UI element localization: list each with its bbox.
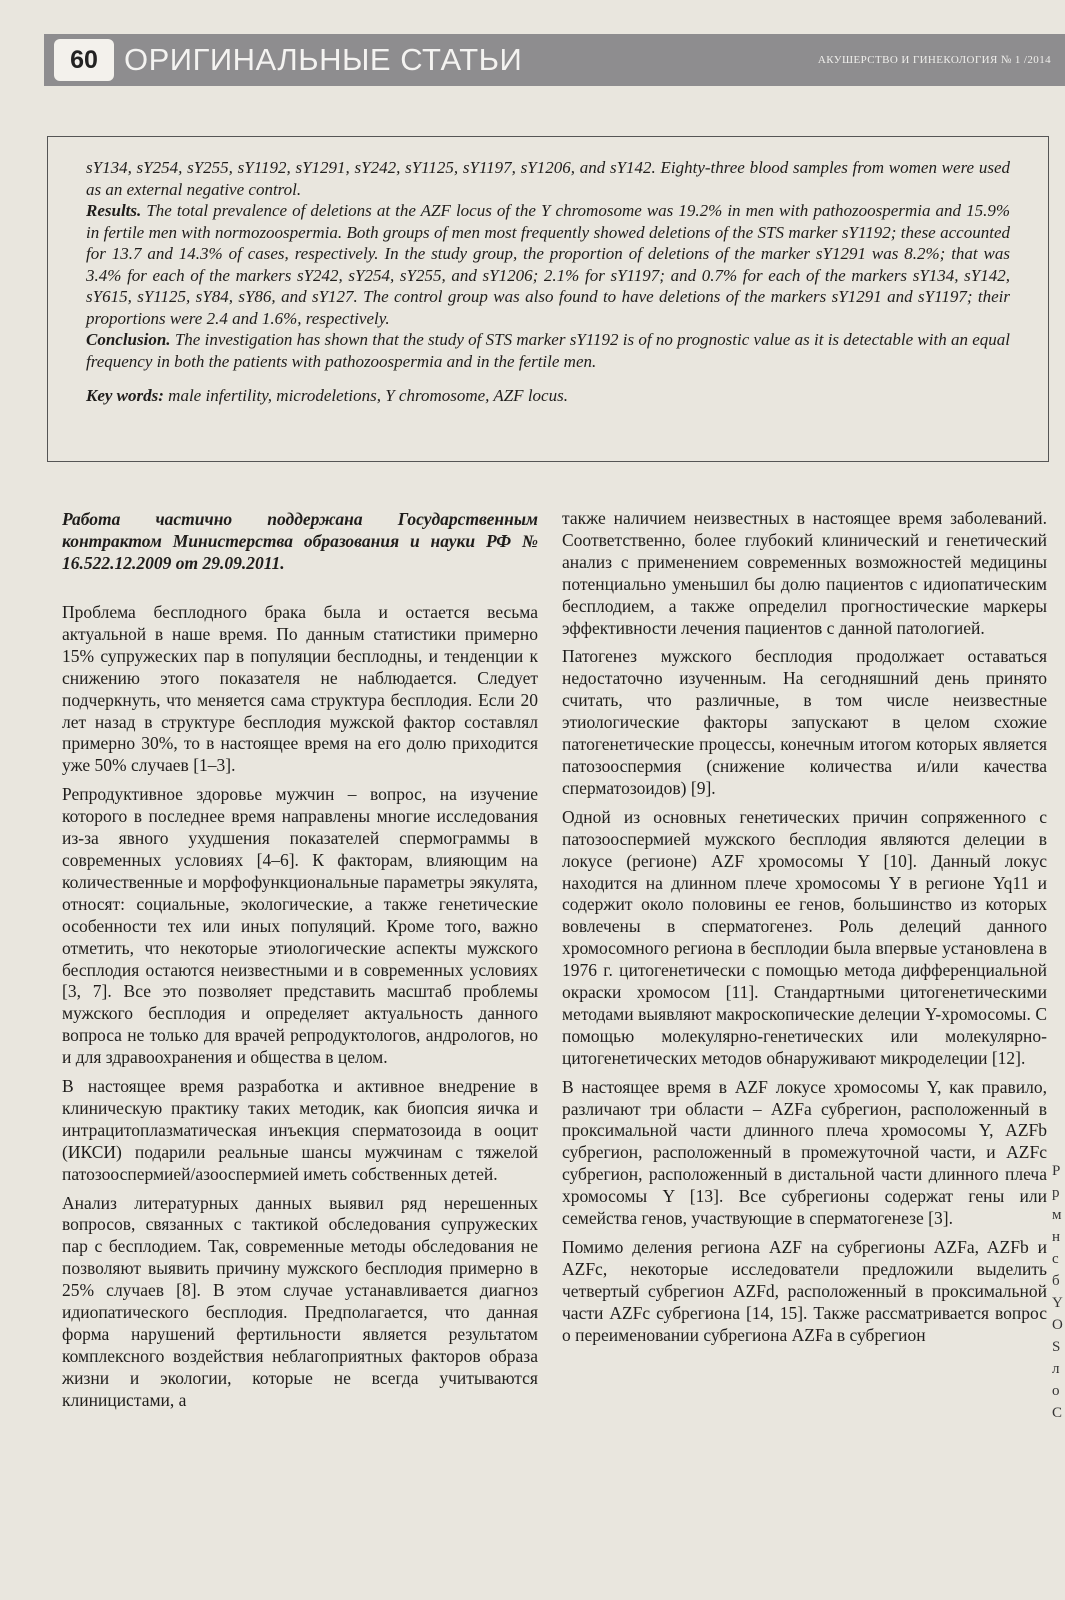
edge-letter: о [1052, 1383, 1060, 1399]
keywords-label: Key words: [86, 386, 164, 405]
body-paragraph: Проблема бесплодного брака была и остается весьма актуальной в наше время. По данным статистики примерно 15% супружеских пар в популяции бесплодны, и тенденции к снижению этого показателя не наблюдается. Следует подчеркнуть, что меняется сама структура бесплодия. Если 20 лет назад в структуре бесплодия мужской фактор составлял примерно 30%, то в настоящее время на его долю приходится уже 50% случаев [1–3]. [62, 602, 538, 776]
edge-letter: б [1052, 1273, 1060, 1289]
abstract-keywords [86, 385, 1010, 407]
left-column [62, 508, 538, 1412]
edge-letter: С [1052, 1405, 1063, 1421]
edge-letter: Р [1052, 1163, 1061, 1179]
body-paragraph: В настоящее время в AZF локусе хромосомы Y, как правило, различают три области – AZFa субрегион, расположенный в проксимальной части длинного плеча хромосомы Y, AZFb субрегион, расположенный в промежуточной части, и AZFc субрегион, расположенный в дистальной части длинного плеча хромосомы Y [13]. Все субрегионы содержат гены или семейства генов, участвующие в сперматогенезе [3]. [562, 1076, 1047, 1229]
grant-note: Работа частично поддержана Государственным контрактом Министерства образования и науки РФ № 16.522.12.2009 от 29.09.2011. [62, 509, 538, 573]
edge-letter: л [1052, 1361, 1060, 1377]
page-number: 60 [54, 39, 114, 81]
edge-letter: м [1052, 1207, 1062, 1223]
body-paragraph: также наличием неизвестных в настоящее время заболеваний. Соответственно, более глубокий клинический и генетический анализ с применением современных возможностей медицины потенциально уменьшил бы долю пациентов с идиопатическим бесплодием, а также определил прогностические маркеры эффективности лечения пациентов с данной патологией. [562, 508, 1047, 638]
body-paragraph: В настоящее время разработка и активное внедрение в клиническую практику таких методик, как биопсия яичка и интрацитоплазматическая инъекция сперматозоида в ооцит (ИКСИ) подарили реальные шансы мужчинам с тяжелой патозооспермией/азооспермией иметь собственных детей. [62, 1076, 538, 1184]
edge-letter: О [1052, 1317, 1063, 1333]
results-text: The total prevalence of deletions at the AZF locus of the Y chromosome was 19.2% in men with pathozoospermia and 15.9% in fertile men with normozoospermia. Both groups of men most frequently showed deletions of the STS marker sY1192; these accounted for 13.7 and 14.3% of cases, respectively. In the study group, the proportion of deletions of the marker sY1291 was 8.2%; that was 3.4% for each of the markers sY242, sY254, sY255, and sY1206; 2.1% for sY1197; and 0.7% for each of the markers sY134, sY142, sY615, sY1125, sY84, sY86, and sY127. The control group was also found to have deletions of the markers sY1291 and sY1197; their proportions were 2.4 and 1.6%, respectively. [86, 201, 1010, 328]
conclusion-label: Conclusion. [86, 330, 171, 349]
body-paragraph: Патогенез мужского бесплодия продолжает оставаться недостаточно изученным. На сегодняшний день принято считать, что различные, в том числе неизвестные этиологические факторы запускают в целом схожие патогенетические процессы, конечным итогом которых является патозооспермия (снижение количества и/или качества сперматозоидов) [9]. [562, 646, 1047, 798]
edge-letter: S [1052, 1339, 1061, 1355]
abstract-paragraph [86, 157, 1010, 200]
results-label: Results. [86, 201, 142, 220]
section-title: ОРИГИНАЛЬНЫЕ СТАТЬИ [124, 42, 523, 77]
page-header [44, 34, 1065, 86]
edge-letter: н [1052, 1229, 1061, 1245]
abstract-results [86, 200, 1010, 329]
edge-letter: Y [1052, 1295, 1063, 1311]
body-paragraph: Одной из основных генетических причин сопряженного с патозооспермией мужского бесплодия являются делеции в локусе (регионе) AZF хромосомы Y [10]. Данный локус находится на длинном плече хромосомы Y в регионе Yq11 и содержит около половины ее генов, большинство из которых вовлечены в сперматогенез. Роль делеций данного хромосомного региона в бесплодии была впервые установлена в 1976 г. цитогенетически с помощью метода дифференциальной окраски хромосом [11]. Стандартными цитогенетическими методами выявляют макроскопические делеции Y-хромосомы. С помощью молекулярно-генетических или молекулярно-цитогенетических методов обнаруживают микроделеции [12]. [562, 806, 1047, 1068]
right-column [562, 508, 1047, 1347]
body-paragraph: Анализ литературных данных выявил ряд нерешенных вопросов, связанных с тактикой обследования супружеских пар с бесплодием. Так, современные методы обследования не позволяют выявить причину мужского бесплодия примерно в 25% случаев [8]. В этом случае устанавливается диагноз идиопатического бесплодия. Предполагается, что данная форма нарушений фертильности является результатом комплексного воздействия неблагоприятных факторов образа жизни и экологии, которые не всегда учитываются клиницистами, а [62, 1192, 538, 1410]
page-edge-fragments [1052, 1160, 1065, 1424]
keywords-text: male infertility, microdeletions, Y chromosome, AZF locus. [163, 386, 568, 405]
journal-title: АКУШЕРСТВО И ГИНЕКОЛОГИЯ № 1 /2014 [817, 54, 1051, 66]
conclusion-text: The investigation has shown that the study of STS marker sY1192 is of no prognostic value as it is detectable with an equal frequency in both the patients with pathozoospermia and in the fertile men. [86, 330, 1010, 371]
edge-letter: р [1052, 1185, 1060, 1201]
body-paragraph: Помимо деления региона AZF на субрегионы AZFa, AZFb и AZFc, некоторые исследователи предложили выделить четвертый субрегион AZFd, расположенный в проксимальной части AZFc субрегиона [14, 15]. Также рассматривается вопрос о переименовании субрегиона AZFa в субрегион [562, 1237, 1047, 1345]
abstract-box [47, 136, 1049, 462]
body-paragraph: Репродуктивное здоровье мужчин – вопрос, на изучение которого в последнее время направлены многие исследования из-за явного ухудшения показателей спермограммы в современных условиях [4–6]. К факторам, влияющим на количественные и морфофункциональные параметры эякулята, относят: социальные, экологические, а также генетические особенности тех или иных популяций. Кроме того, важно отметить, что некоторые этиологические аспекты мужского бесплодия остаются неизвестными и в современных условиях [3, 7]. Все это позволяет представить масштаб проблемы мужского бесплодия и определяет актуальность данного вопроса не только для врачей репродуктологов, андрологов, но и для здравоохранения и общества в целом. [62, 784, 538, 1068]
abstract-conclusion [86, 329, 1010, 372]
abstract-methods-tail: sY134, sY254, sY255, sY1192, sY1291, sY242, sY1125, sY1197, sY1206, and sY142. Eighty-three blood samples from women were used as an external negative control. [86, 158, 1010, 199]
edge-letter: с [1052, 1251, 1059, 1267]
